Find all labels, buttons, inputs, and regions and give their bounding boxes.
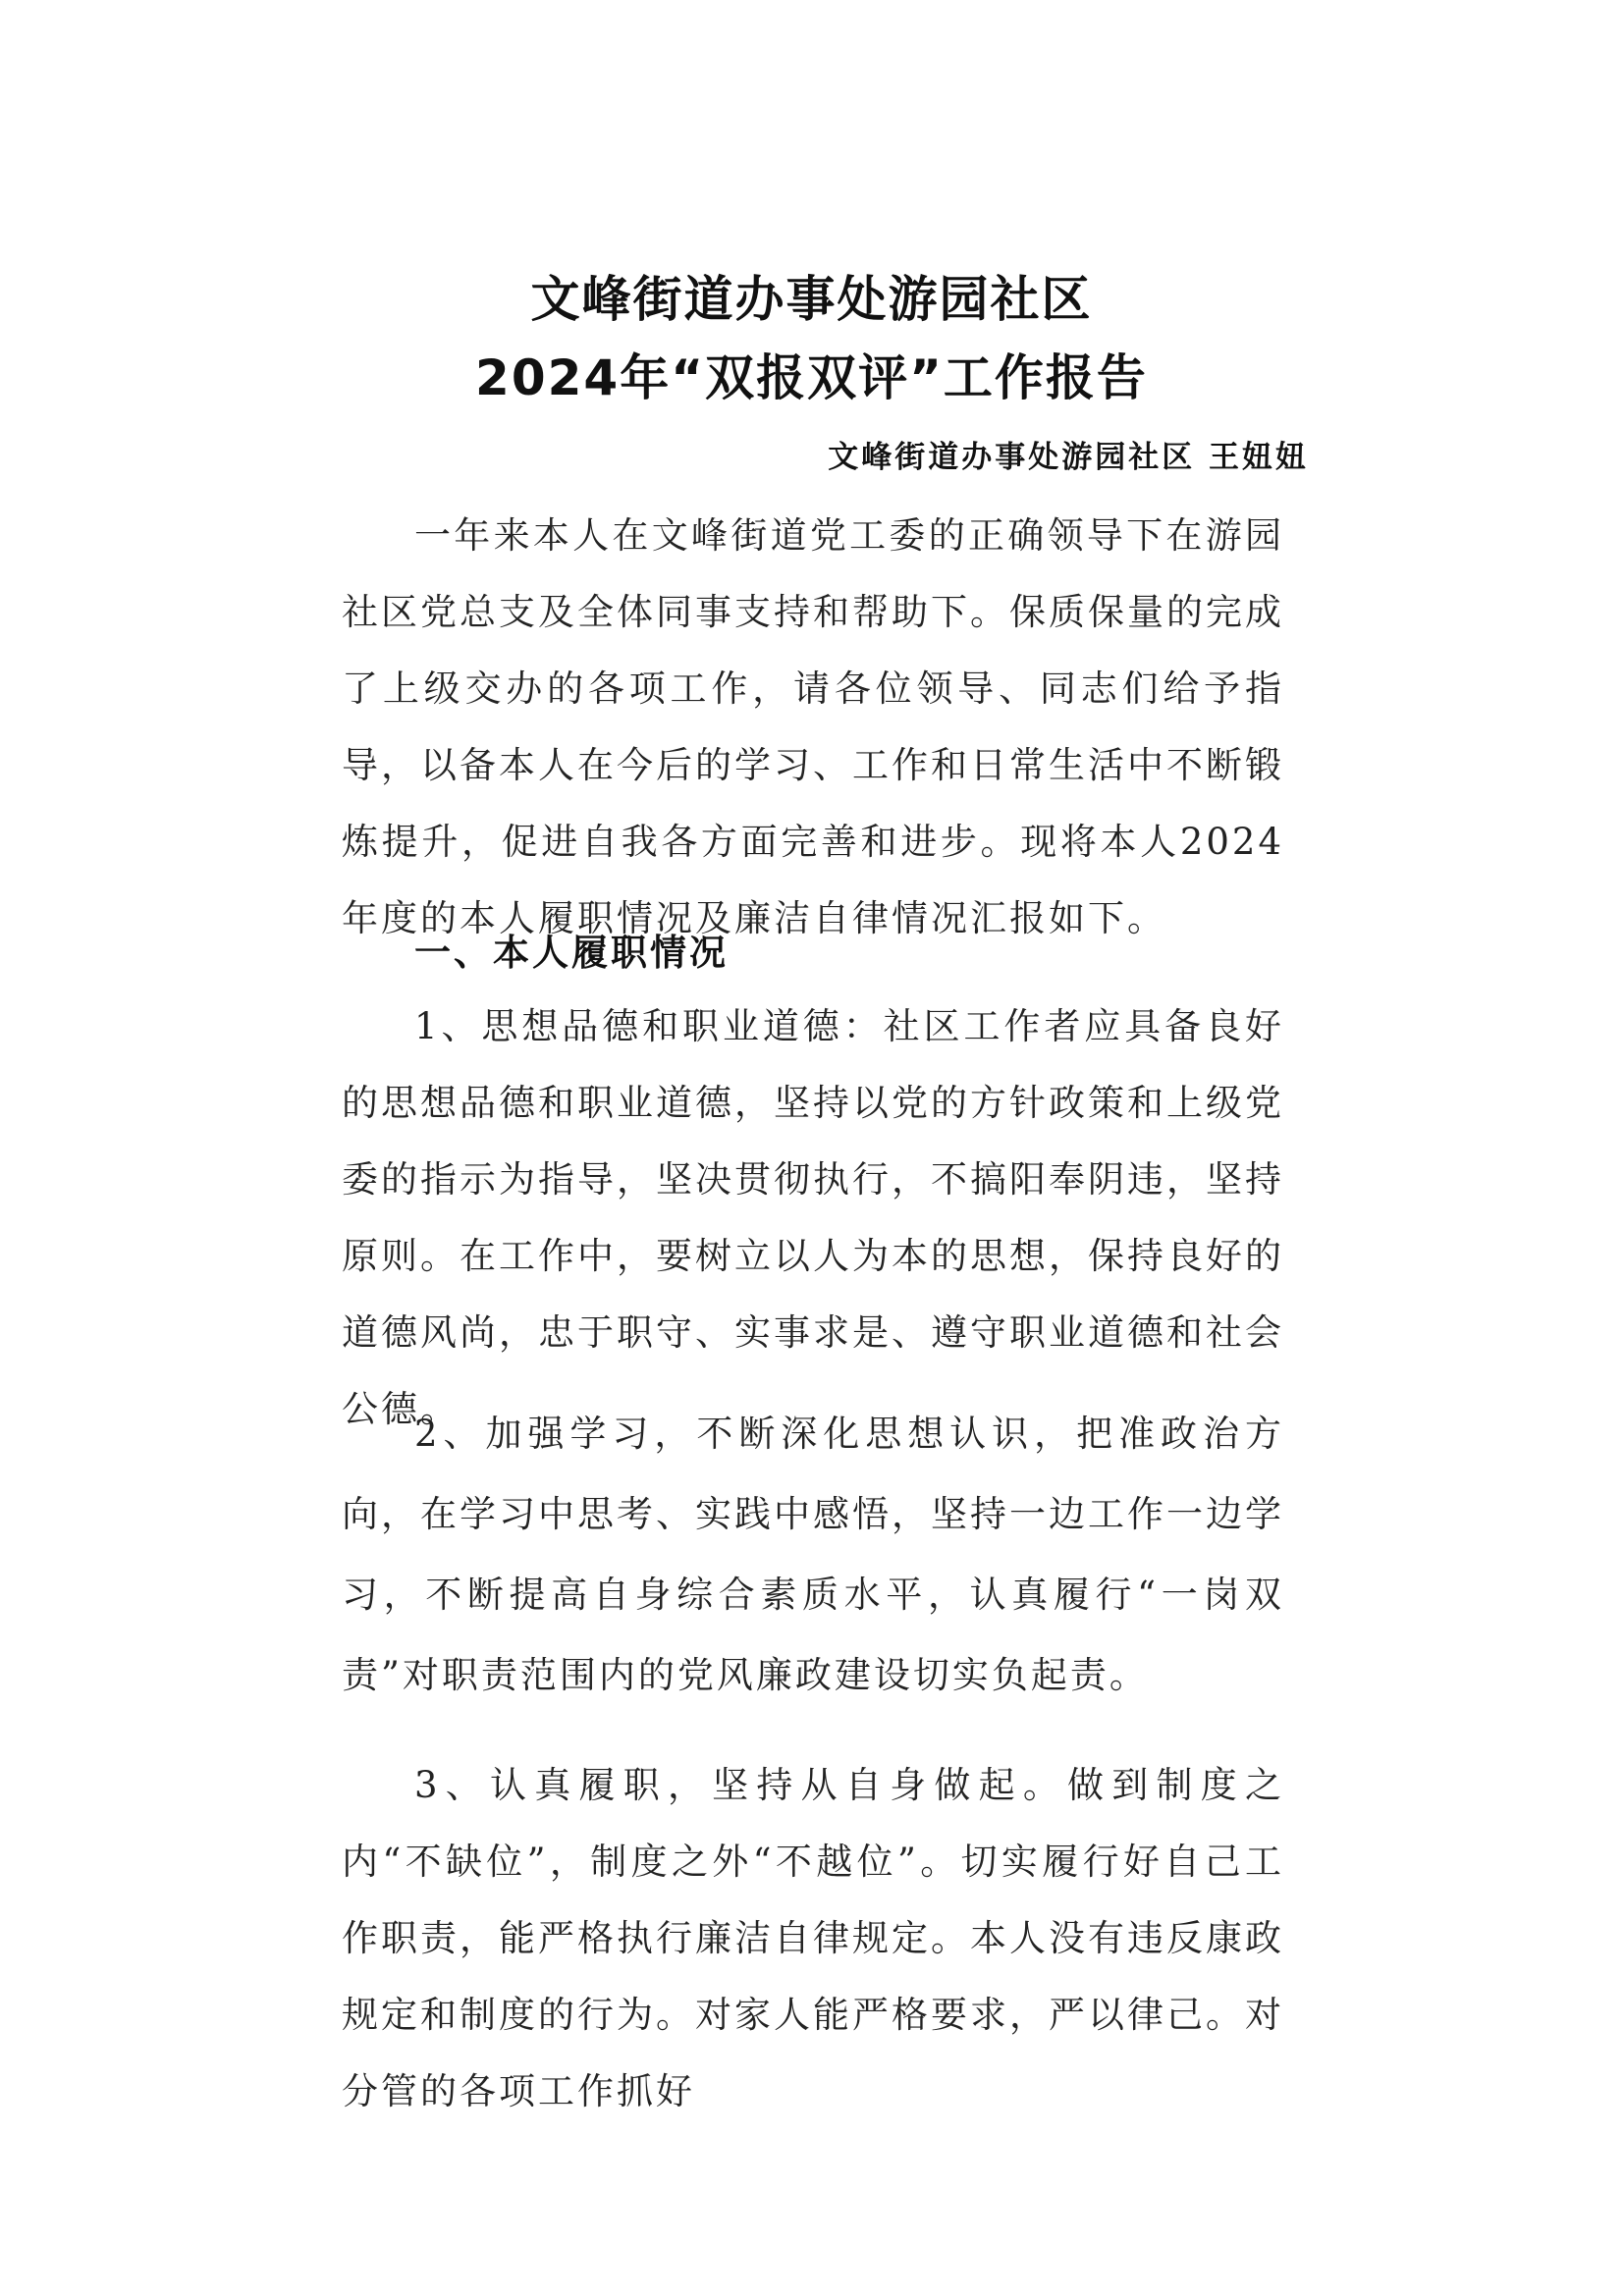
author-byline: 文峰街道办事处游园社区 王妞妞 [828, 440, 1309, 475]
document-title-line1: 文峰街道办事处游园社区 [530, 271, 1093, 328]
intro-paragraph: 一年来本人在文峰街道党工委的正确领导下在游园社区党总支及全体同事支持和帮助下。保质保量的完成了上级交办的各项工作，请各位领导、同志们给予指导，以备本人在今后的学习、工作和日常生活中不断锻炼提升，促进自我各方面完善和进步。现将本人2024年度的本人履职情况及廉洁自律情况汇报如下。 [342, 514, 1284, 939]
item-paragraph-1: 1、思想品德和职业道德：社区工作者应具备良好的思想品德和职业道德，坚持以党的方针政策和上级党委的指示为指导，坚决贯彻执行，不搞阳奉阴违，坚持原则。在工作中，要树立以人为本的思想，保持良好的道德风尚，忠于职守、实事求是、遵守职业道德和社会公德。 [342, 1005, 1284, 1430]
document-title-line2: 2024年“双报双评”工作报告 [475, 349, 1148, 406]
item-paragraph-3: 3、认真履职，坚持从自身做起。做到制度之内“不缺位”，制度之外“不越位”。切实履行好自己工作职责，能严格执行廉洁自律规定。本人没有违反康政规定和制度的行为。对家人能严格要求，严以律己。对分管的各项工作抓好 [342, 1764, 1284, 2112]
section-heading: 一、本人履职情况 [414, 932, 729, 974]
item-paragraph-2: 2、加强学习，不断深化思想认识，把准政治方向，在学习中思考、实践中感悟，坚持一边工作一边学习，不断提高自身综合素质水平，认真履行“一岗双责”对职责范围内的党风廉政建设切实负起责。 [342, 1413, 1284, 1696]
